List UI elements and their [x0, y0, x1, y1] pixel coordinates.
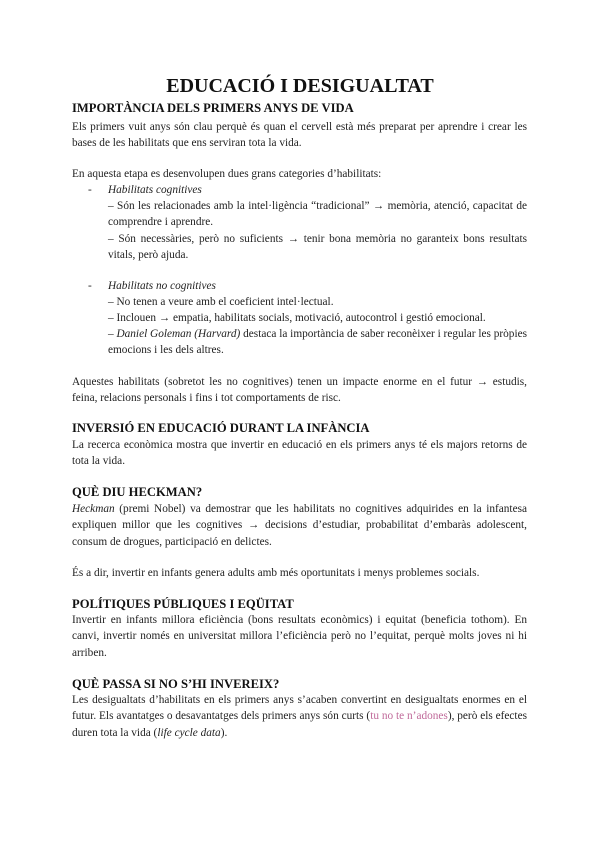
heckman-conclusion: És a dir, invertir en infants genera adults amb més oportunitats i menys problemes socials.: [72, 567, 480, 579]
cognitive-skills-title: Habilitats cognitives: [108, 184, 202, 196]
heckman-paragraph: [72, 501, 527, 550]
paragraph-text: Les desigualtats d’habilitats en els primers anys s’acaben convertint en desigualtats enormes en el futur. Els avantatges o desavantatges dels primers anys són curts (: [72, 694, 527, 723]
inversio-paragraph: La recerca econòmica mostra que invertir en educació en els primers anys té els majors retorns de tota la vida.: [72, 439, 527, 468]
politiques-paragraph: Invertir en infants millora eficiència (bons resultats econòmics) i equitat (beneficia tothom). En canvi, invertir només en universitat millora l’eficiència però no l’equitat, perquè molts joves ni hi arriben.: [72, 614, 527, 659]
paragraph-text: ).: [220, 726, 228, 739]
section-heading-politiques: POLÍTIQUES PÚBLIQUES I EQÜITAT: [72, 597, 294, 611]
intro-paragraph: Els primers vuit anys són clau perquè és quan el cervell està més preparat per aprendre i crear les bases de les habilitats que ens serviran tota la vida.: [72, 121, 527, 150]
section-heading-heckman: QUÈ DIU HECKMAN?: [72, 485, 203, 499]
noncognitive-point-3-text: destaca la importància de saber reconèixer i regular les pròpies emocions i les dels altres.: [108, 328, 527, 357]
bullet-dash: -: [88, 280, 92, 292]
categories-paragraph: En aquesta etapa es desenvolupen dues grans categories d’habilitats:: [72, 168, 382, 180]
paragraph-text: ), però els efectes duren tota la vida (: [72, 710, 527, 739]
noncognitive-point-2: – Inclouen → empatia, habilitats socials, motivació, autocontrol i gestió emocional.: [108, 312, 486, 324]
cognitive-point-1: – Són les relacionades amb la intel·ligència “tradicional” → memòria, atenció, capacitat de comprendre i aprendre.: [108, 200, 527, 229]
heckman-name: Heckman: [72, 503, 115, 515]
goleman-reference: – Daniel Goleman (Harvard): [108, 328, 241, 340]
no-inversio-paragraph: [72, 692, 527, 741]
heckman-paragraph-text: (premi Nobel) va demostrar que les habilitats no cognitives adquirides en la infantesa expliquen millor que les cognitives → decisions d’estudiar, probabilitat d’embaràs adolescent, consum de drogues, participació en delictes.: [72, 503, 527, 548]
bullet-dash: -: [88, 184, 92, 196]
document-title: EDUCACIÓ I DESIGUALTAT: [166, 75, 434, 97]
section-heading-no-inversio: QUÈ PASSA SI NO S’HI INVEREIX?: [72, 677, 280, 691]
noncognitive-skills-title: Habilitats no cognitives: [108, 280, 216, 292]
impact-paragraph: Aquestes habilitats (sobretot les no cognitives) tenen un impacte enorme en el futur → estudis, feina, relacions personals i fins i tot comportaments de risc.: [72, 376, 527, 405]
section-heading-importancia: IMPORTÀNCIA DELS PRIMERS ANYS DE VIDA: [72, 101, 354, 115]
cognitive-point-2: – Són necessàries, però no suficients → tenir bona memòria no garanteix bons resultats vitals, però ajuda.: [108, 233, 527, 262]
highlighted-note: tu no te n’adones: [370, 710, 448, 723]
section-heading-inversio: INVERSIÓ EN EDUCACIÓ DURANT LA INFÀNCIA: [72, 421, 370, 435]
noncognitive-point-1: – No tenen a veure amb el coeficient intel·lectual.: [108, 296, 334, 308]
life-cycle-term: life cycle data: [157, 726, 221, 739]
noncognitive-point-3: [108, 326, 527, 358]
